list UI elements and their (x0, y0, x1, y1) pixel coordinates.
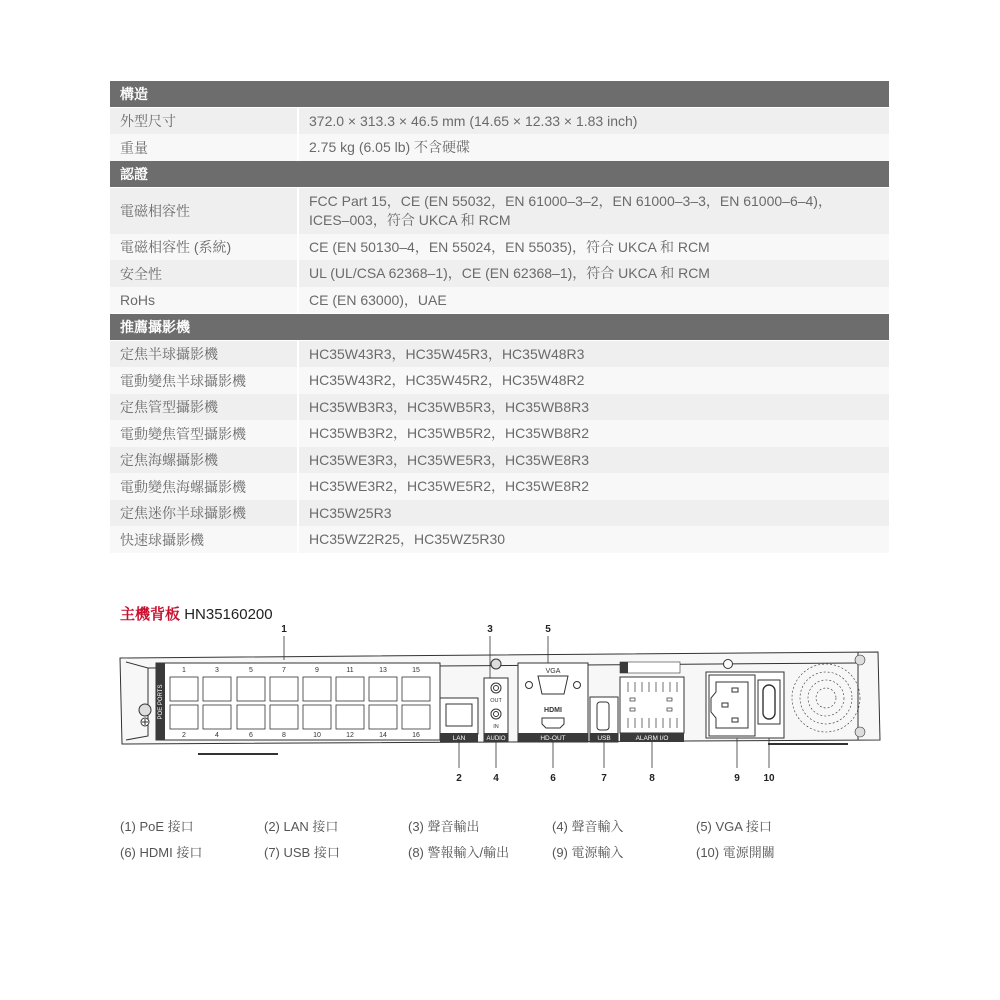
row-value: CE (EN 50130–4，EN 55024，EN 55035)，符合 UKCA 和 RCM (309, 238, 710, 255)
svg-text:LAN: LAN (452, 735, 466, 742)
svg-text:7: 7 (601, 773, 607, 784)
rear-panel-diagram (118, 620, 886, 790)
row-label: 電動變焦海螺攝影機 (110, 473, 299, 500)
legend-item: (9) 電源輸入 (552, 844, 624, 860)
table-row (110, 108, 889, 134)
legend-item: (6) HDMI 接口 (120, 844, 203, 860)
svg-text:IN: IN (493, 724, 499, 730)
table-row (110, 526, 889, 553)
legend-item: (5) VGA 接口 (696, 818, 772, 834)
svg-text:11: 11 (346, 667, 354, 674)
row-value: UL (UL/CSA 62368–1)，CE (EN 62368–1)，符合 UKCA 和 RCM (309, 265, 710, 281)
row-value: HC35W43R2，HC35W45R2，HC35W48R2 (309, 372, 585, 388)
legend-row (120, 838, 840, 864)
svg-text:1: 1 (182, 667, 186, 674)
svg-text:2: 2 (456, 773, 462, 784)
svg-text:5: 5 (545, 624, 551, 635)
row-value: HC35WE3R2，HC35WE5R2，HC35WE8R2 (309, 478, 590, 494)
row-label: 電磁相容性 (系統) (110, 234, 299, 260)
table-row (110, 188, 889, 234)
svg-text:USB: USB (597, 735, 611, 742)
row-label: 定焦半球攝影機 (110, 341, 299, 367)
svg-text:9: 9 (315, 667, 319, 674)
table-row (110, 447, 889, 473)
svg-text:ALARM I/O: ALARM I/O (635, 735, 669, 742)
row-value: HC35W43R3，HC35W45R3，HC35W48R3 (309, 345, 585, 362)
table-row (110, 287, 889, 313)
legend-item: (1) PoE 接口 (120, 818, 194, 834)
audio-ports (484, 678, 508, 742)
row-label: 電磁相容性 (110, 188, 299, 234)
row-value: HC35W25R3 (309, 504, 392, 521)
svg-text:OUT: OUT (490, 698, 502, 704)
row-value: HC35WB3R3，HC35WB5R3，HC35WB8R3 (309, 398, 590, 415)
row-label: RoHs (110, 287, 299, 313)
row-value: FCC Part 15，CE (EN 55032，EN 61000–3–2，EN 61000–3–3，EN 61000–6–4)，ICES–003，符合 UKCA 和 RCM (309, 193, 832, 228)
row-label: 電動變焦管型攝影機 (110, 420, 299, 447)
legend-item: (7) USB 接口 (264, 844, 340, 860)
legend-item: (8) 警報輸入/輸出 (408, 844, 510, 860)
poe-label: POE PORTS (158, 684, 164, 720)
svg-text:3: 3 (487, 624, 493, 635)
table-row (110, 473, 889, 500)
rear-panel-title-label: 主機背板 (120, 606, 181, 623)
row-value: HC35WE3R3，HC35WE5R3，HC35WE8R3 (309, 451, 590, 468)
table-row (110, 134, 889, 161)
svg-text:5: 5 (249, 667, 253, 674)
row-label: 外型尺寸 (110, 108, 299, 134)
legend-item: (2) LAN 接口 (264, 818, 339, 834)
svg-text:6: 6 (550, 773, 556, 784)
section-header-recommended-cameras: 推薦攝影機 (110, 314, 889, 340)
row-label: 快速球攝影機 (110, 526, 299, 553)
svg-text:13: 13 (379, 667, 387, 674)
svg-text:10: 10 (313, 732, 321, 739)
legend-item: (10) 電源開關 (696, 844, 775, 860)
row-value: CE (EN 63000)，UAE (309, 291, 447, 308)
table-row (110, 394, 889, 420)
svg-text:3: 3 (215, 667, 219, 674)
table-row (110, 420, 889, 447)
svg-text:VGA: VGA (545, 668, 561, 675)
svg-text:7: 7 (282, 667, 286, 674)
svg-text:8: 8 (282, 732, 286, 739)
svg-text:HD-OUT: HD-OUT (540, 735, 566, 742)
svg-text:4: 4 (493, 773, 499, 784)
vga-hdmi-block (518, 663, 588, 742)
svg-text:1: 1 (281, 624, 287, 635)
svg-text:8: 8 (649, 773, 655, 784)
section-header-certification: 認證 (110, 161, 889, 187)
legend-item: (4) 聲音輸入 (552, 818, 624, 834)
row-value: 372.0 × 313.3 × 46.5 mm (14.65 × 12.33 × 1.83 inch) (309, 112, 638, 129)
svg-text:2: 2 (182, 732, 186, 739)
poe-ports-block (156, 663, 440, 740)
table-row (110, 234, 889, 260)
legend-item: (3) 聲音輸出 (408, 818, 480, 834)
row-label: 重量 (110, 134, 299, 161)
row-label: 定焦管型攝影機 (110, 394, 299, 420)
svg-text:4: 4 (215, 732, 219, 739)
table-row (110, 341, 889, 367)
row-value: 2.75 kg (6.05 lb) 不含硬碟 (309, 139, 471, 155)
port-legend (120, 812, 840, 864)
svg-text:12: 12 (346, 732, 354, 739)
svg-text:9: 9 (734, 773, 740, 784)
lan-port (440, 698, 478, 742)
row-label: 電動變焦半球攝影機 (110, 367, 299, 394)
legend-row (120, 812, 840, 838)
svg-text:14: 14 (379, 732, 387, 739)
usb-port (590, 697, 618, 742)
spec-table (110, 81, 889, 553)
svg-text:6: 6 (249, 732, 253, 739)
row-value: HC35WZ2R25，HC35WZ5R30 (309, 531, 506, 547)
svg-text:15: 15 (412, 667, 420, 674)
table-row (110, 260, 889, 287)
power-switch (758, 680, 780, 724)
model-number: HN35160200 (184, 606, 273, 623)
table-row (110, 500, 889, 526)
svg-text:10: 10 (763, 773, 775, 784)
row-value: HC35WB3R2，HC35WB5R2，HC35WB8R2 (309, 425, 590, 441)
row-label: 安全性 (110, 260, 299, 287)
svg-text:HDMI: HDMI (544, 707, 562, 714)
section-header-structure: 構造 (110, 81, 889, 107)
table-row (110, 367, 889, 394)
svg-text:16: 16 (412, 732, 420, 739)
row-label: 定焦海螺攝影機 (110, 447, 299, 473)
row-label: 定焦迷你半球攝影機 (110, 500, 299, 526)
svg-text:AUDIO: AUDIO (486, 736, 506, 742)
